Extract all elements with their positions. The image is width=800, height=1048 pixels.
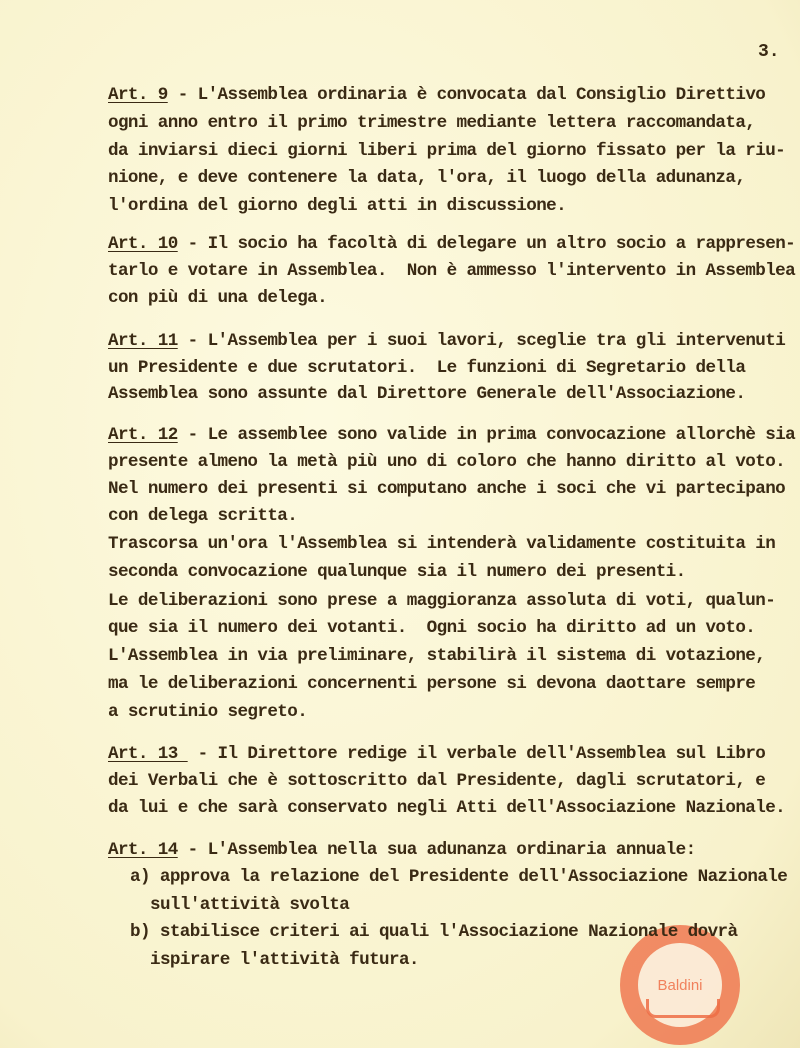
line-text: - L'Assemblea nella sua adunanza ordinaria annuale: [177,840,696,860]
article-heading-line [108,840,696,860]
line-text: dei Verbali che è sottoscritto dal Presidente, dagli scrutatori, e [108,771,766,791]
line-text: l'ordina del giorno degli atti in discussione. [108,196,567,216]
article-label: Art. 11 [108,331,178,351]
line-text: da inviarsi dieci giorni liberi prima del giorno fissato per la riu- [108,141,786,161]
line-text: ispirare l'attività futura. [150,950,419,970]
line-text: con più di una delega. [108,288,328,308]
text-line [108,771,765,791]
text-line [108,562,686,582]
article-label: Art. 14 [108,840,178,860]
article-heading-line [108,744,765,764]
text-line [108,646,765,666]
line-text: - L'Assemblea per i suoi lavori, sceglie tra gli intervenuti [177,331,786,351]
line-text: - L'Assemblea ordinaria è convocata dal Consiglio Direttivo [167,85,766,105]
line-text: Nel numero dei presenti si computano anche i soci che vi partecipano [108,479,786,499]
line-text: un Presidente e due scrutatori. Le funzioni di Segretario della [108,358,746,378]
text-line [108,702,307,722]
line-text: da lui e che sarà conservato negli Atti dell'Associazione Nazionale. [108,798,786,818]
line-text: presente almeno la metà più uno di coloro che hanno diritto al voto. [108,452,786,472]
line-text: b) stabilisce criteri ai quali l'Associazione Nazionale dovrà [130,922,738,942]
line-text: Le deliberazioni sono prese a maggioranza assoluta di voti, qualun- [108,591,776,611]
line-text: Trascorsa un'ora l'Assemblea si intenderà validamente costituita in [108,534,776,554]
stamp-text: Baldini [657,977,703,994]
line-text: ogni anno entro il primo trimestre mediante lettera raccomandata, [108,113,756,133]
line-text: nione, e deve contenere la data, l'ora, il luogo della adunanza, [108,168,746,188]
page-number: 3. [758,42,780,62]
text-line [108,288,327,308]
text-line [108,479,785,499]
text-line [150,895,349,915]
article-heading-line [108,425,795,445]
text-line [108,591,775,611]
text-line [130,922,737,942]
article-heading-line [108,85,765,105]
text-line [108,618,755,638]
line-text: sull'attività svolta [150,895,350,915]
text-line [108,674,755,694]
line-text: tarlo e votare in Assemblea. Non è ammesso l'intervento in Assemblea [108,261,796,281]
article-label: Art. 10 [108,234,178,254]
line-text: ma le deliberazioni concernenti persone si devona daottare sempre [108,674,756,694]
text-line [108,168,745,188]
article-label: Art. 12 [108,425,178,445]
text-line [108,798,785,818]
line-text: a scrutinio segreto. [108,702,308,722]
line-text: a) approva la relazione del Presidente dell'Associazione Nazionale [130,867,788,887]
text-line [108,113,755,133]
line-text: seconda convocazione qualunque sia il numero dei presenti. [108,562,686,582]
article-heading-line [108,331,785,351]
line-text: con delega scritta. [108,506,298,526]
article-label: Art. 13 [108,744,188,764]
article-label: Art. 9 [108,85,168,105]
line-text: - Il Direttore redige il verbale dell'Assemblea sul Libro [187,744,766,764]
line-text: - Il socio ha facoltà di delegare un altro socio a rappresen- [177,234,796,254]
text-line [108,452,785,472]
line-text: - Le assemblee sono valide in prima convocazione allorchè sia [177,425,796,445]
text-line [108,534,775,554]
text-line [108,506,297,526]
text-line [108,358,745,378]
article-heading-line [108,234,795,254]
text-line [150,950,419,970]
text-line [108,196,566,216]
text-line [130,867,787,887]
line-text: que sia il numero dei votanti. Ogni socio ha diritto ad un voto. [108,618,756,638]
line-text: L'Assemblea in via preliminare, stabilirà il sistema di votazione, [108,646,766,666]
text-line [108,384,745,404]
text-line [108,141,785,161]
line-text: Assemblea sono assunte dal Direttore Generale dell'Associazione. [108,384,746,404]
text-line [108,261,795,281]
